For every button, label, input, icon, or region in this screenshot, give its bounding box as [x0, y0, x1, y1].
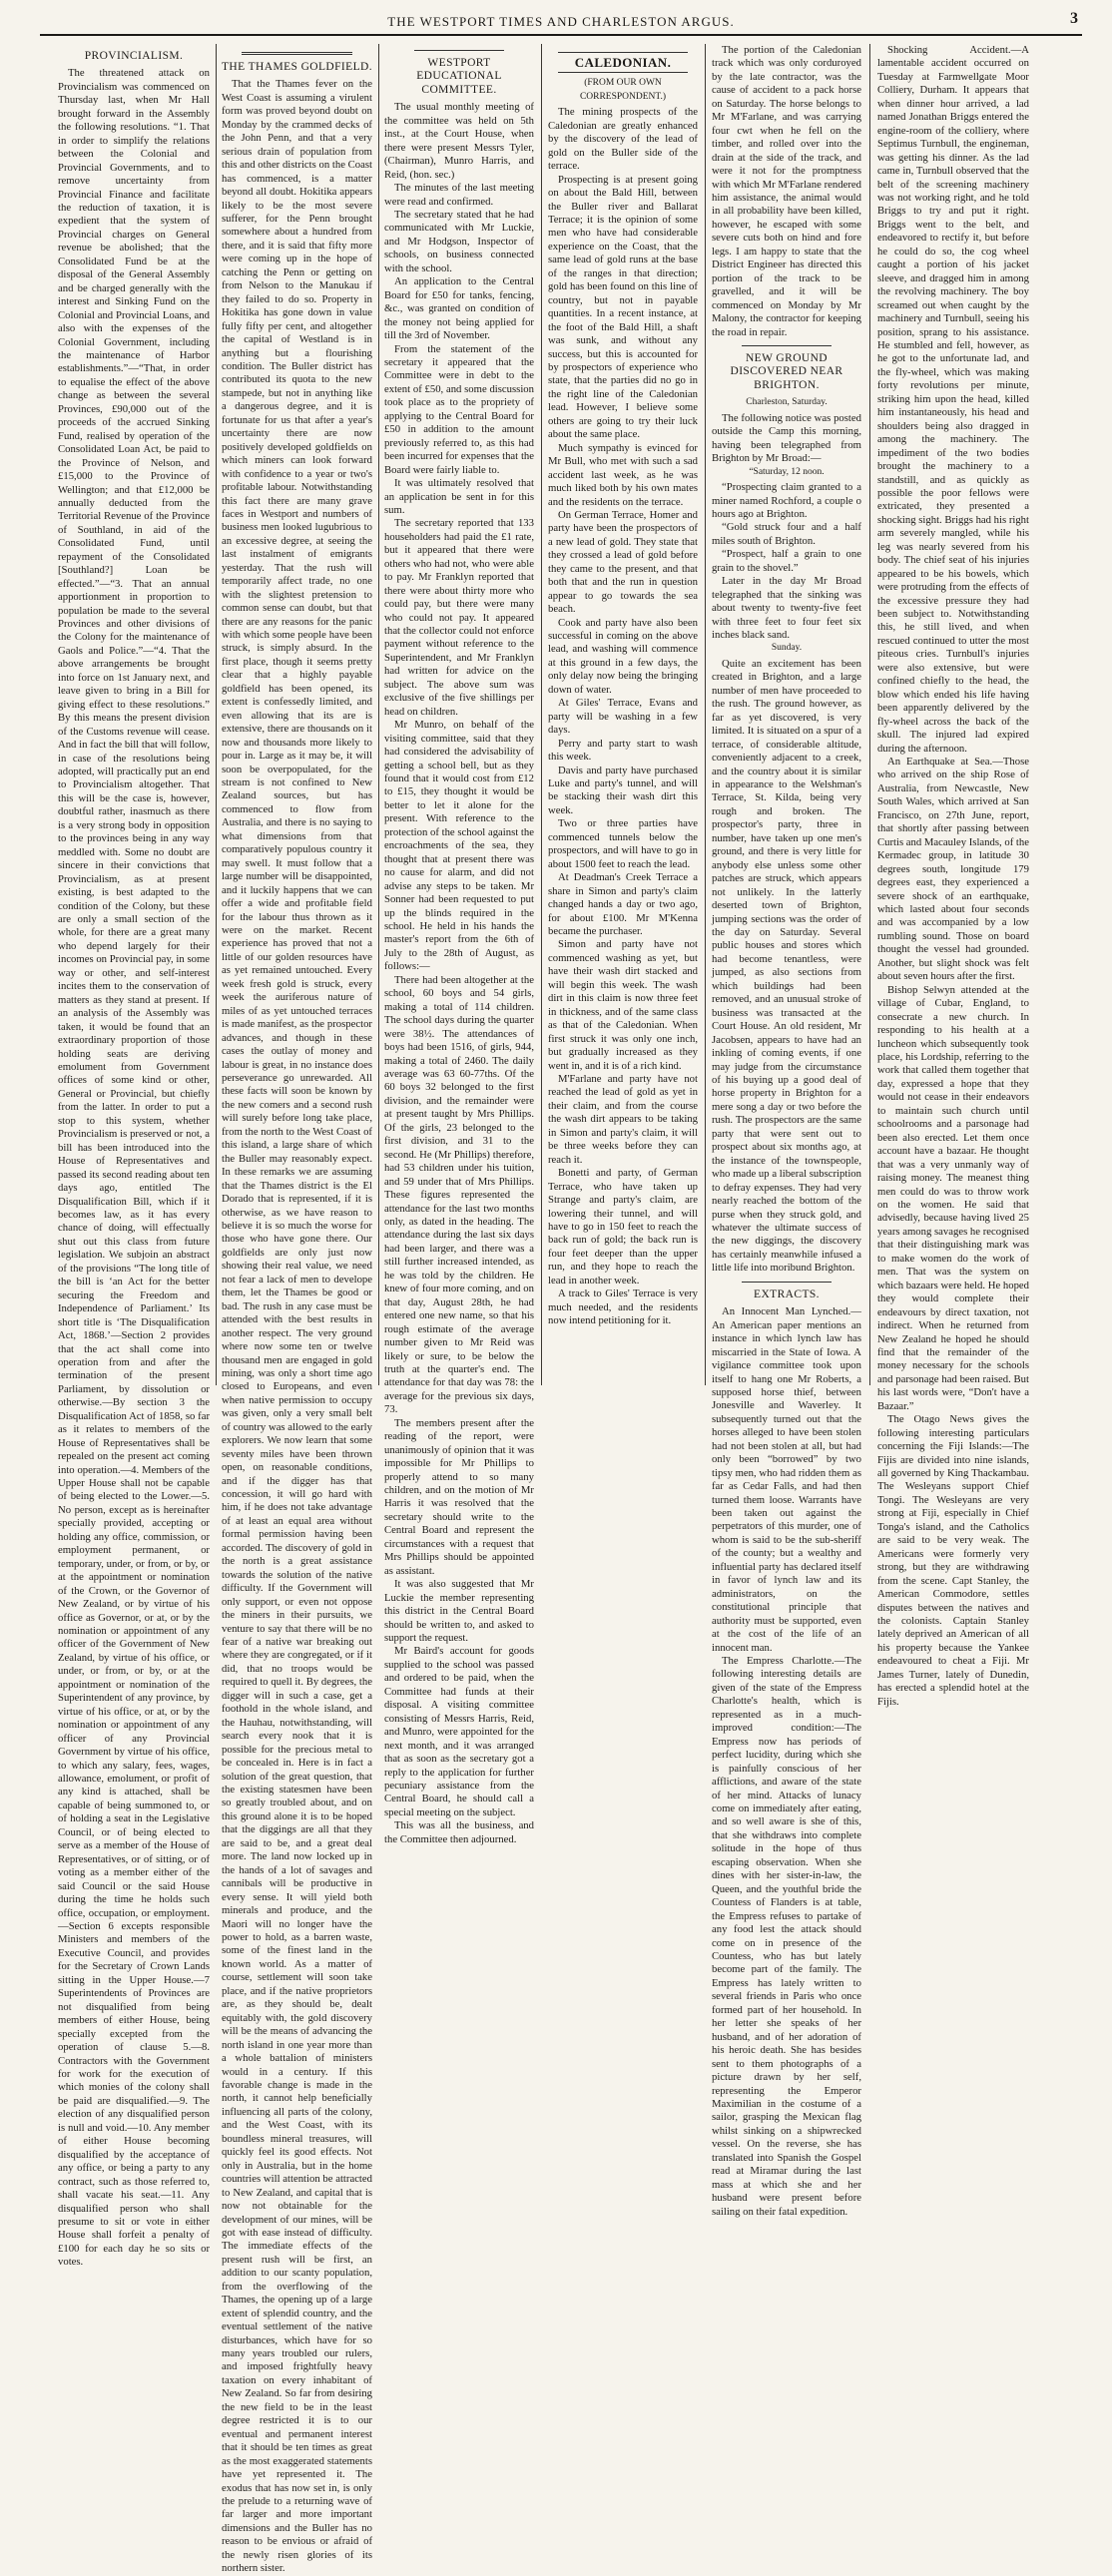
brighton-paragraph: Later in the day Mr Broad telegraphed that the sinking was about twenty to twenty-five feet with three feet to four feet six inches black sand.: [712, 575, 861, 642]
committee-paragraph: From the statement of the secretary it appeared that the Committee were in debt to the extent of £50, and some discussion took place as to the propriety of applying to the Central Board for £50 in addition to the amount previously referred to, as this had been incurred for expenses that the Board were fairly liable to.: [384, 342, 534, 476]
caledonian-paragraph: Cook and party have also been successful in coming on the above lead, and washing will commence at this ground in a few days, the only delay now being the bringing down of water.: [548, 616, 698, 696]
caledonian-paragraph: M'Farlane and party have not reached the lead of gold as yet in their claim, and from the course the wash dirt appears to be taking in Simon and party's claim, it will be three weeks before they can reach it.: [548, 1072, 698, 1166]
provincialism-body: The threatened attack on Provincialism was commenced on Thursday last, when Mr Hall brought forward in the Assembly the following resolutions. “1. That in order to simplify the relations between the Colonial and Provincial Governments, and to remove uncertainty from Provincial Finance and facilitate the reduction of taxation, it is expedient that the system of Provincial charges on General revenue be abolished; that the Consolidated Fund be at the disposal of the General Assembly and be charged generally with the interest and Sinking Fund on the Colonial and Provincial Loans, and also with the expenses of the Colonial Government, including the maintenance of Harbor establishments.”—“That, in order to equalise the effect of the above change as between the several Provinces, £90,000 out of the proceeds of the accrued Sinking Fund, realised by operation of the Consolidated Loan Act, be paid to the Province of Nelson, and £15,000 to the Province of Wellington; and that £12,000 be annually deducted from the Territorial Revenue of the Province of Southland, in aid of the Consolidated Fund, until repayment of the Consolidated [Southland?] Loan be effected.”—“3. That an annual apportionment in proportion to population be made to the several Provinces and other divisions of the Colony for the maintenance of Gaols and Police.”—“4. That the above arrangements be brought into force on 1st January next, and leave given to bring in a Bill for giving effect to these resolutions.” By this means the present division of the Customs revenue will cease. And in fact the bill that will follow, in case of the resolutions being adopted, will practically put an end to Provincialism altogether. That this will be the case is, however, doubtful rather, inasmuch as there is a very strong body in opposition to the provinces being in any way meddled with. Some no doubt are sincere in their convictions that Provincialism, as at present existing, is best adapted to the condition of the Colony, but these are only a small section of the whole, for there are a great many who depend largely for their incomes on Provincial pay, in some way or other, and self-interest incites them to the conservation of matters as they stand at present. If an analysis of the Assembly was taken, it would be found that an extraordinary proportion of those holding seats are deriving emolument from Government offices of some kind or other, General or Provincial, but chiefly from the latter. In order to put a stop to this system, whether Provincialism is preserved or not, a bill has been introduced into the House of Representatives and passed its second reading about ten days ago, entitled The Disqualification Bill, which if it becomes law, as it has every chance of doing, will effectually shut out this class from future legislation. We subjoin an abstract of the provisions “The long title of the bill is ‘an Act for the better securing the Freedom and Independence of Parliament.’ Its short title is ‘The Disqualification Act, 1868.’—Section 2 provides that the act shall come into operation from and after the termination of the present Parliament, by dissolution or otherwise.—By section 3 the Disqualification Act of 1858, so far as it relates to members of the House of Representatives shall be repealed on the present act coming into operation.—4. Members of the Upper House shall not be capable of being elected to the Lower.—5. No person, except as is hereinafter specially provided, accepting or holding any office, commission, or employment permanent, or temporary, under, or from, or by, or at the appointment or nomination of the Crown, or the Governor of New Zealand, or by virtue of his office as Governor, or at, or by the nomination or appointment of any officer of the Government of New Zealand, by virtue of his office, or under, or from, or by, or at the appointment or nomination of the Superintendent of any province, by virtue of his office, or at, or by the nomination or appointment of any officer of any Provincial Government by virtue of his office, to which any salary, fees, wages, allowance, emolument, or profit of any kind is attached, shall be capable of being summoned to, or of holding a seat in the Legislative Council, or of being elected to serve as a member of the House of Representatives, or of sitting, or of voting as a member either of the said Council or the said House during the time he holds such office, occupation, or employment.—Section 6 excepts responsible Ministers and members of the Executive Council, and provides for the Secretary of Crown Lands sitting in the Upper House.—7 Superintendents of Provinces are not disqualified from being members of either House, being specially excepted from the operation of clause 5.—8. Contractors with the Government for work for the execution of which monies of the colony shall be paid are disqualified.—9. The election of any disqualified person is null and void.—10. Any member of either House becoming disqualified by the acceptance of any office, or being a party to any contract, such as those referred to, shall vacate his seat.—11. Any disqualified person who shall presume to sit or vote in either House shall forfeit a penalty of £100 for each day he so sits or votes.: [58, 67, 210, 2269]
committee-paragraph: The minutes of the last meeting were read and confirmed.: [384, 182, 534, 208]
caledonian-subheading: (FROM OUR OWN CORRESPONDENT.): [579, 78, 667, 102]
brighton-telegram-time: “Saturday, 12 noon.: [749, 466, 825, 477]
brighton-dateline: Charleston, Saturday.: [746, 397, 828, 408]
committee-paragraph: There had been altogether at the school, 60 boys and 54 girls, making a total of 114 children. The school days during the quarter were 38½. The attendances of boys had been 1516, of girls, 944, making a total of 2460. The daily average was 63 60-77ths. Of the 60 boys 32 belonged to the first division, and the remainder were at present taught by Mrs Phillips. Of the girls, 23 belonged to the first division, and 31 to the second. He (Mr Phillips) therefore, had 53 children under his tuition, and 59 under that of Mrs Phillips. These figures represented the attendance for the last two months only, as dated in the heading. The attendance during the last six days had been larger, and there was a still further increased intended, as he was told by the children. He knew of four more coming, and on that day, August 28th, he had entered one new name, so that his rough estimate of the average number given to Mr Reid was likely or sure, to be below the truth at the quarter's end. The attendance for that day was 78: the average for the previous six days, 73.: [384, 973, 534, 1416]
section-divider: [242, 52, 352, 55]
committee-paragraph: The secretary reported that 133 householders had paid the £1 rate, but it appeared that there were others who had not, who were able to pay. Mr Franklyn reported that there were about thirty more who could pay, but there were many who could not pay. It appeared that the collector could not enforce payment without reference to the Superintendent, and Mr Franklyn had written for advice on the subject. The above sum was exclusive of the five shillings per head on children.: [384, 517, 534, 718]
extracts-heading: EXTRACTS.: [754, 1288, 820, 1300]
caledonian-paragraph: Much sympathy is evinced for Mr Bull, who met with such a sad accident last week, as he was much liked both by his own mates and the residents on the terrace.: [548, 441, 698, 508]
column-rule: [869, 44, 870, 1385]
caledonian-paragraph: At Deadman's Creek Terrace a share in Simon and party's claim changed hands a day or two ago, for about £100. Mr M'Kenna became the purchaser.: [548, 871, 698, 937]
brighton-paragraph: “Gold struck four and a half miles south of Brighton.: [712, 521, 861, 547]
brighton-dateline: Sunday.: [771, 643, 803, 654]
committee-paragraph: Mr Munro, on behalf of the visiting committee, said that they had considered the advisability of getting a school bell, but as they found that it would cost from £12 to £15, they thought it would be better to let it alone for the present. With reference to the protection of the school against the encroachments of the sea, they thought that at present there was no cause for alarm, and did not advise any steps to be taken. Mr Sonner had been requested to put up the blinds required in the school. He held in his hands the master's report from the 6th of July to the 28th of August, as follows:—: [384, 719, 534, 973]
committee-paragraph: The members present after the reading of the report, were unanimously of opinion that it was impossible for Mr Phillips to properly attend to so many children, and on the motion of Mr Harris it was resolved that the secretary should write to the Central Board and represent the circumstances with a request that Mrs Phillips should be appointed as assistant.: [384, 1416, 534, 1577]
provincialism-heading: PROVINCIALISM.: [84, 50, 184, 62]
extracts-paragraph: The Empress Charlotte.—The following interesting details are given of the state of the Empress Charlotte's health, which is represented as in a much-improved condition:—The Empress now has periods of perfect lucidity, during which she is painfully conscious of her afflictions, and aware of the state of her mind. Attacks of lunacy come on immediately after eating, and so well aware is she of this, that she withdraws into complete solitude in the hope of thus escaping observation. When she dines with her sister-in-law, the Queen, and the youthful bride the Countess of Flanders is at table, the Empress refuses to partake of any food lest the attack should come on in presence of the Countess, who has but lately become part of the family. The Empress has lately written to several friends in Paris who once formed part of her household. In her letter she speaks of her husband, and of her adoration of his heroic death. She has besides sent to them photographs of a picture drawn by her self, representing the Emperor Maximilian in the costume of a sailor, grasping the Mexican flag whilst sinking on a shipwrecked vessel. On the reverse, she has translated into Spanish the Gospel read at Miramar during the last mass at which she and her husband were present before sailing on their fatal expedition.: [712, 1655, 861, 2218]
column-4: [548, 44, 698, 1385]
caledonian-paragraph: At Giles' Terrace, Evans and party will be washing in a few days.: [548, 697, 698, 737]
committee-paragraph: It was also suggested that Mr Luckie the member representing this district in the Central Board should be written to, and asked to support the request.: [384, 1578, 534, 1645]
caledonian-paragraph: A track to Giles' Terrace is very much needed, and the residents now intend petitioning for it.: [548, 1288, 698, 1327]
thames-body: That the Thames fever on the West Coast is assuming a virulent form was proved beyond doubt on Monday by the crammed decks of the John Penn, and that a very serious drain of population from this and other districts on the Coast has commenced, is a matter beyond all doubt. Hokitika appears likely to be the most severe sufferer, for the Penn brought somewhere about a hundred from there, and it is said that fifty more were coming up in the hope of catching the Penn or getting on from Nelson to the Manukau if they failed to do so. Property in Hokitika has gone down in value fully fifty per cent, and altogether the capital of Westland is in anything but a flourishing condition. The Buller district has contributed its quota to the new stampede, but not in anything like a dangerous degree, and it is fortunate for us that after a year's uncertainty there are now positively developed goldfields on which miners can look forward with confidence to a year or two's profitable labour. Notwithstanding this fact there are many grave faces in Westport and numbers of business men looked lugubrious to an excessive degree, at seeing the last instalment of emigrants yesterday. That the rush will temporarily affect trade, no one with the slightest pretension to common sense can doubt, but that there are any reasons for the panic with which some people have been struck, is simply absurd. In the first place, though it seems pretty clear that a highly payable goldfield has been opened, its extent is confessedly limited, and even allowing that its are is extensive, there are thousands on it now and thousands more likely to pour in. Large as it may be, it will soon be overpopulated, for the stream is not confined to New Zealand sources, but has commenced to flow from Australia, and there is no saying to what dimensions from that comparatively populous country it may swell. It must follow that a large number will be disappointed, and it luckily happens that we can offer a wide and profitable field for the labour thus thrown as it were on the market. Recent experience has proved that not a little of our golden resources have as yet remained untouched. Every week fresh gold is struck, every week the auriferous nature of miles of as yet untouched terraces is made manifest, as the prospector advances, and though in these cases the outlay of money and labour is great, in no instance does perseverance go unrewarded. All these facts will soon be known by the new comers and a second rush will surely before long take place, from the north to the West Coast of this island, a large share of which the Buller may reasonably expect. In these remarks we are assuming that the Thames district is the El Dorado that is represented, if it is otherwise, as we have reason to believe it is so much the worse for those who have gone there. Our goldfields are only just now showing their real value, we need not fear a lack of men to develope them, let the Thames be good or bad. The rush in any case must be attended with the best results in another respect. The very ground where now some ten or twelve thousand men are engaged in gold mining, was only a short time ago closed to Europeans, and even when native permission to occupy was given, only a very small belt of country was allowed to the early explorers. We now learn that some seventy miles have been thrown open, on reasonable conditions, and if the digger has that concession, it will go hard with him, if he does not take advantage of at least an equal area without formal permission having been accorded. The discovery of gold in the north is a great assistance towards the solution of the native difficulty. If the Government will only support, or even not oppose the miners in their pursuits, we venture to say that there will be no fear of a native war breaking out where they are congregated, or if it did, that no troops would be required to quell it. By degrees, the digger will in such a case, get a foothold in the whole island, and the Hauhau, notwithstanding, will search every nook that it is possible for the precious metal to be concealed in. Here is in fact a solution of the great question, that the existing statesmen have been so greatly troubled about, and on this ground alone it is to be hoped that the diggings are all that they are said to be, and a great deal more. The land now locked up in the hands of a lot of savages and cannibals will be productive in every sense. It will yield both minerals and produce, and the Maori will no longer have the power to hold, as a barren waste, some of the finest land in the known world. As a matter of course, settlement will soon take place, and if the native proprietors are, as they should be, dealt equitably with, the gold discovery will be the means of advancing the north island in one year more than a whole battalion of ministers would in a century. If this favorable change is made in the north, it cannot help beneficially influencing all parts of the colony, and the West Coast, with its boundless mineral treasures, will quickly feel its good effects. Not only in Australia, but in the home countries will attention be attracted to New Zealand, and capital that is now not obtainable for the development of our mines, will be got with ease instead of difficulty. The immediate effects of the present rush will be first, an addition to our scanty population, from the overflowing of the Thames, the opening up of a large extent of splendid country, and the eventual settlement of the native disturbances, which have for so many years troubled our rulers, and imposed frightfully heavy taxation on every inhabitant of New Zealand. So far from desiring the new field to be in the least degree restricted it is to our eventual and permanent interest that it should be ten times as great as the most exaggerated statements have yet represented it. The exodus that has now set in, is only the prelude to a returning wave of far larger and more important dimensions and the Buller has no reason to be envious or afraid of the newly risen glories of its northern sister.: [222, 78, 372, 2575]
caledonian-paragraph: Bonetti and party, of German Terrace, who have taken up Strange and party's claim, are lowering their tunnel, and will have to go in 150 feet to reach the back run of gold; the back run is four feet deeper than the upper run, and they hope to reach the lead in another week.: [548, 1167, 698, 1287]
caledonian-paragraph: Perry and party start to wash this week.: [548, 737, 698, 764]
extracts-paragraph: Shocking Accident.—A lamentable accident occurred on Tuesday at Farmwellgate Moor Colliery, Durham. It appears that when dinner hour arrived, a lad named Jonathan Briggs entered the engine-room of the colliery, where Septimus Turnbull, the engineman, was getting his dinner. As the lad came in, Turnbull observed that the belt of the screening machinery was not working right, and he told Briggs to try and put it right. Briggs went to the belt, and endeavored to rectify it, but before he could do so, the cog wheel caught a portion of his jacket sleeve, and dragged him in among the revolving machinery. The boy screamed out when caught by the machinery and Turnbull, seeing his position, sprang to his assistance. He stumbled and fell, however, as he got to the unfortunate lad, and the fly-wheel, which was making forty revolutions per minute, striking him upon the head, killed him instantaneously, his head and shoulders being also dragged in among the machinery. The impediment of the two bodies brought the machinery to a standstill, and as quickly as possible the poor fellows were extricated, they presented a shocking sight. Briggs had his right arm severely mangled, while his leg was nearly severed from his body. The chief seat of his injuries appeared to be his bowels, which were protruding from the effects of the excessive pressure they had been subject to. Notwithstanding this, he still lived, and when rescued continued to utter the most piteous cries. Turnbull's injuries were also extensive, but were confined chiefly to the head, the blow which ended his life having been apparently delivered by the fly-wheel across the back of the skull. The injured lad expired during the afternoon.: [877, 44, 1029, 755]
column-3: [384, 44, 534, 1845]
column-rule: [378, 44, 379, 1385]
caledonian-paragraph: Simon and party have not commenced washing as yet, but have their wash dirt stacked and will begin this week. The wash dirt in this claim is now three feet in thickness, and of the same class as that of the Caledonian. When first struck it was only one inch, but gradually increased as they went in, and it is of a rich kind.: [548, 938, 698, 1072]
column-2: [222, 44, 372, 2575]
committee-paragraph: The secretary stated that he had communicated with Mr Luckie, and Mr Hodgson, Inspector of schools, on business connected with the school.: [384, 208, 534, 274]
column-rule: [705, 44, 706, 1385]
extracts-paragraph: An Innocent Man Lynched.—An American paper mentions an instance in which lynch law has miscarried in the State of Iowa. A vigilance committee took upon itself to hang one Mr Roberts, a supposed horse thief, between Jonesville and Waverley. It subsequently turned out that the horses alleged to have been stolen had not been stolen at all, but had only been “borrowed” by two tipsy men, who had ridden them as far as Cedar Falls, and had then turned them loose. Warrants have been taken out against the perpetrators of this murder, one of whom is said to be the sub-sheriff of the county; but a wealthy and influential party has declared itself in favor of lynch law and its administrators, on the constitutional principle that authority must be supported, even at the cost of the life of an innocent man.: [712, 1305, 861, 1654]
committee-paragraph: The usual monthly meeting of the committee was held on 5th inst., at the Court House, when there were present Messrs Tyler, (Chairman), Munro Harris, and Reid, (hon. sec.): [384, 101, 534, 181]
caledonian-heading: CALEDONIAN.: [558, 52, 688, 73]
caledonian-paragraph: The mining prospects of the Caledonian are greatly enhanced by the discovery of the lead of gold on the Buller side of the terrace.: [548, 106, 698, 173]
brighton-paragraph: Quite an excitement has been created in Brighton, and a large number of men have proceeded to the rush. The ground however, as far as yet discovered, is very limited. It is situated on a spur of a terrace, of considerable altitude, conveniently adjacent to a creek, and the country about it is similar in appearance to the Welshman's Terrace, St. Kilda, being very rough and broken. The prospector's party, three in number, have taken up one men's ground, and there is very little for anybody else unless some other patches are struck, which appears not unlikely. In the latterly deserted town of Brighton, jumping sections was the order of the day on Saturday. Several public houses and stores which had become tenantless, were jumped, as also sections from which buildings had been removed, and an unusual stroke of business was transacted at the Court House. An old resident, Mr Jacobsen, appears to have had an inkling of coming events, if one may judge from the circumstance of his buying up a good deal of horse property in Brighton for a mere song a day or two before the rush. The prospectors are the same party that were sent out to prospect about six months ago, at the instance of the townspeople, who made up a liberal subscription to defray expenses. They had very nearly reached the bottom of the purse when they struck gold, and whatever the ultimate success of the new diggings, the discovery has certainly meanwhile infused a little life into moribund Brighton.: [712, 657, 861, 1275]
masthead: [40, 4, 1082, 36]
brighton-paragraph: “Prospect, half a grain to one grain to the shovel.”: [712, 548, 861, 574]
brighton-heading: NEW GROUND DISCOVERED NEAR BRIGHTON.: [730, 351, 843, 391]
section-divider: [414, 50, 504, 51]
committee-paragraph: This was all the business, and the Committee then adjourned.: [384, 1819, 534, 1845]
page-number: 3: [1070, 10, 1078, 27]
section-divider: [742, 1282, 832, 1283]
committee-heading: WESTPORT EDUCATIONAL COMMITTEE.: [416, 57, 502, 96]
extracts-paragraph: Bishop Selwyn attended at the village of Cubar, England, to consecrate a new church. In responding to his health at a luncheon which subsequently took place, his Lordship, referring to the work that called them together that day, expressed a hope that they would not cease in their endeavors to maintain such church until schoolrooms and a parsonage had been also erected. Let them once account have a bazaar. He thought that was a very unmanly way of raising money. The meanest thing men could do was to throw work on the women. He said that advisedly, because having lived 25 years among savages he recognised that their distinguishing mark was to make women do the work of men. That was the system on which bazaars were held. He hoped they would complete their endeavours by direct taxation, not indirect. When he returned from New Zealand he hoped he should find that the remainder of the money necessary for the schools and parsonage had been raised. But his last words were, “Don't have a Bazaar.”: [877, 983, 1029, 1412]
caledonian-paragraph: Two or three parties have commenced tunnels below the prospectors, and will have to go in about 1500 feet to reach the lead.: [548, 817, 698, 870]
committee-paragraph: It was ultimately resolved that an application be sent in for this sum.: [384, 477, 534, 516]
brighton-paragraph: “Prospecting claim granted to a miner named Rochford, a couple o hours ago at Brighton.: [712, 481, 861, 520]
caledonian-paragraph: Davis and party have purchased Luke and party's tunnel, and will be stacking their wash dirt this week.: [548, 764, 698, 816]
committee-paragraph: An application to the Central Board for £50 for tanks, fencing, &c., was granted on condition of the money not being applied for till the 3rd of November.: [384, 275, 534, 342]
column-rule: [541, 44, 542, 1385]
column-1: [58, 44, 210, 2269]
brighton-paragraph: The following notice was posted outside the Camp this morning, having been telegraphed from Brighton by Mr Broad:—: [712, 411, 861, 465]
section-divider: [742, 345, 832, 346]
masthead-title: THE WESTPORT TIMES AND CHARLESTON ARGUS.: [387, 14, 735, 29]
extracts-paragraph: An Earthquake at Sea.—Those who arrived on the ship Rose of Australia, from Newcastle, New South Wales, which arrived at San Francisco, on 27th June, report, that shortly after passing between Curtis and Macauley Islands, of the Kermadec group, in latitude 30 degrees south, longitude 179 degrees east, they experienced a severe shock of an earthquake, which lasted about four seconds and was accompanied by a low rumbling sound. Those on board thought the vessel had grounded. Another, but slight shock was felt about seven hours after the first.: [877, 756, 1029, 983]
extracts-paragraph: The Otago News gives the following interesting particulars concerning the Fiji Islands:—The Fijis are divided into nine islands, all governed by King Thackambau. The Wesleyans support Chief Tongi. The Wesleyans are very strong at Fiji, especially in Chief Tonga's island, and the Catholics are said to be very weak. The Americans were formerly very strong, but they are withdrawing from the scene. Capt Stanley, the American Commodore, settles disputes between the natives and the colonists. Captain Stanley lately deprived an American of all his property because the Yankee endeavoured to cheat a Fiji. Mr James Turner, lately of Dunedin, has erected a splendid hotel at the Fijis.: [877, 1413, 1029, 1708]
column-6: [877, 44, 1029, 1708]
column-5: [712, 44, 861, 2218]
caledonian-paragraph: The portion of the Caledonian track which was only corduroyed by the late contractor, was the cause of accident to a pack horse on Saturday. The horse belongs to Mr M'Farlane, and was carrying four cwt when he fell on the timber, and rolled over into the drain at the side of the track, and were it not for the promptness with which Mr M'Farlane rendered him assistance, the animal would in all probability have been killed, however, he escaped with some severe cuts both on hind and fore legs. I am happy to state that the District Engineer has directed this portion of the track to be gravelled, and it will be commenced on Monday by Mr Malony, the contractor for keeping the road in repair.: [712, 44, 861, 338]
committee-paragraph: Mr Baird's account for goods supplied to the school was passed and ordered to be paid, when the Committee had funds at their disposal. A visiting committee consisting of Messrs Harris, Reid, and Munro, were appointed for the next month, and it was arranged that as soon as the secretary got a reply to the application for further pecuniary assistance from the Central Board, he should call a special meeting on the subject.: [384, 1645, 534, 1818]
caledonian-paragraph: On German Terrace, Homer and party have been the prospectors of a new lead of gold. They state that they crossed a lead of gold before they came to the present, and that both that and the run in question appear to go towards the sea beach.: [548, 508, 698, 616]
column-rule: [216, 44, 217, 1385]
thames-heading: THE THAMES GOLDFIELD.: [222, 61, 372, 73]
caledonian-paragraph: Prospecting is at present going on about the Bald Hill, between the Buller river and Ballarat Terrace; it is the opinion of some men who have had considerable experience on the Coast, that the same lead of gold runs at the base of the ranges in that direction; gold has been found on this line of country, but not in payable quantities. In a recent instance, at the foot of the Bald Hill, a shaft was sunk, and without any success, but this is accounted for by prospectors of experience who state, that the parties did no go in the right line of the Caledonian lead. However, I believe some others are going to try their luck about the same place.: [548, 173, 698, 441]
